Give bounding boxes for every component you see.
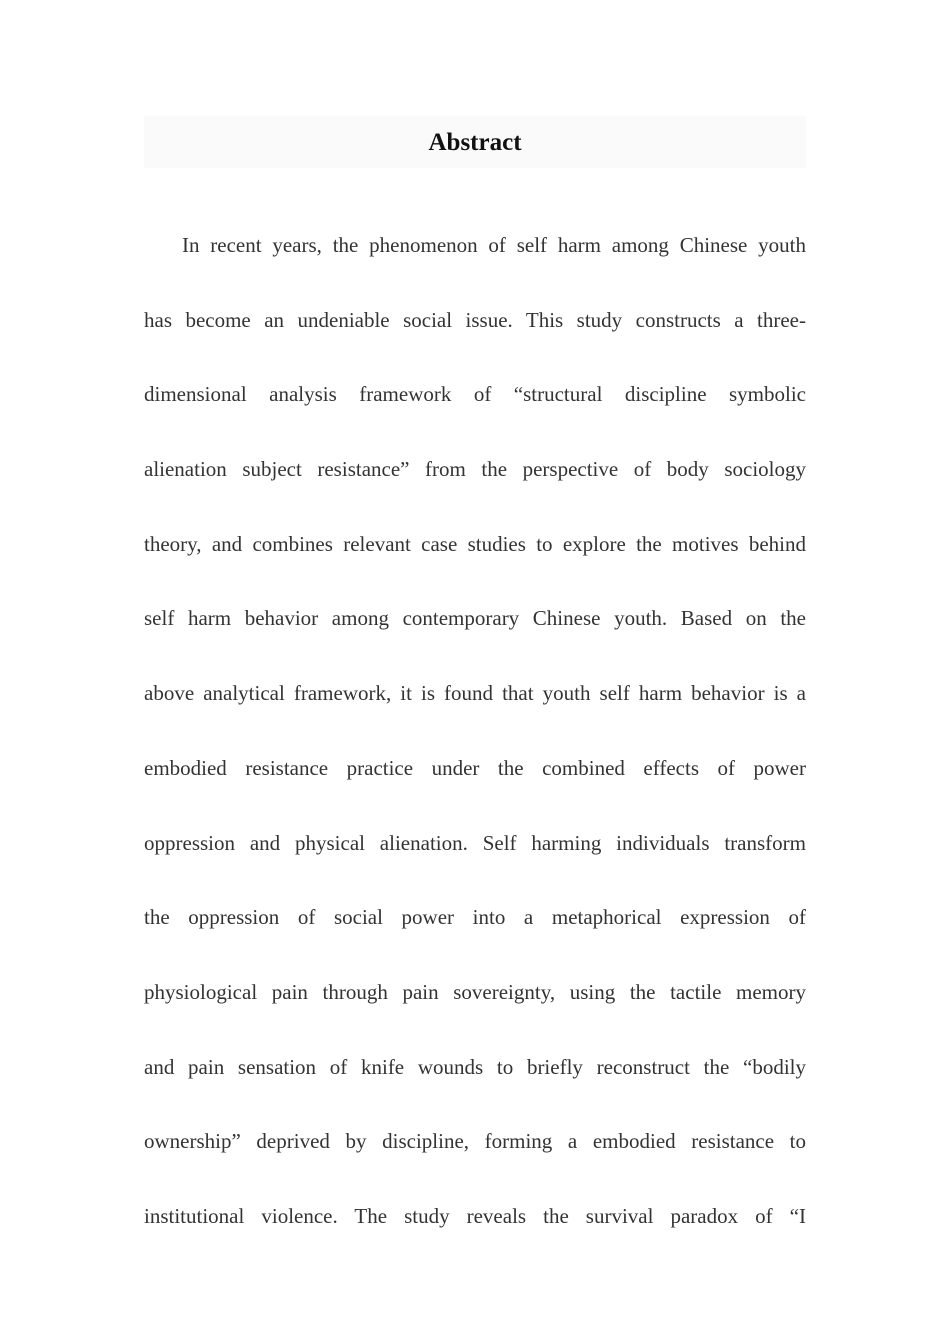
abstract-line: physiological pain through pain sovereignty, using the tactile memory — [144, 979, 806, 1004]
abstract-line: the oppression of social power into a metaphorical expression of — [144, 905, 806, 930]
abstract-body — [144, 208, 806, 1254]
abstract-line: institutional violence. The study reveals the survival paradox of “I — [144, 1203, 806, 1228]
abstract-line: ownership” deprived by discipline, forming a embodied resistance to — [144, 1129, 806, 1154]
abstract-heading-band — [144, 116, 806, 168]
abstract-line: oppression and physical alienation. Self harming individuals transform — [144, 830, 806, 855]
abstract-line: above analytical framework, it is found that youth self harm behavior is a — [144, 681, 806, 706]
abstract-line: has become an undeniable social issue. This study constructs a three- — [144, 307, 806, 332]
abstract-title: Abstract — [428, 129, 522, 156]
abstract-line: dimensional analysis framework of “structural discipline symbolic — [144, 382, 806, 407]
abstract-line: alienation subject resistance” from the perspective of body sociology — [144, 457, 806, 482]
abstract-line: and pain sensation of knife wounds to briefly reconstruct the “bodily — [144, 1054, 806, 1079]
abstract-line: theory, and combines relevant case studies to explore the motives behind — [144, 531, 806, 556]
abstract-line: self harm behavior among contemporary Chinese youth. Based on the — [144, 606, 806, 631]
abstract-line: In recent years, the phenomenon of self harm among Chinese youth — [182, 233, 806, 257]
abstract-line: embodied resistance practice under the combined effects of power — [144, 755, 806, 780]
